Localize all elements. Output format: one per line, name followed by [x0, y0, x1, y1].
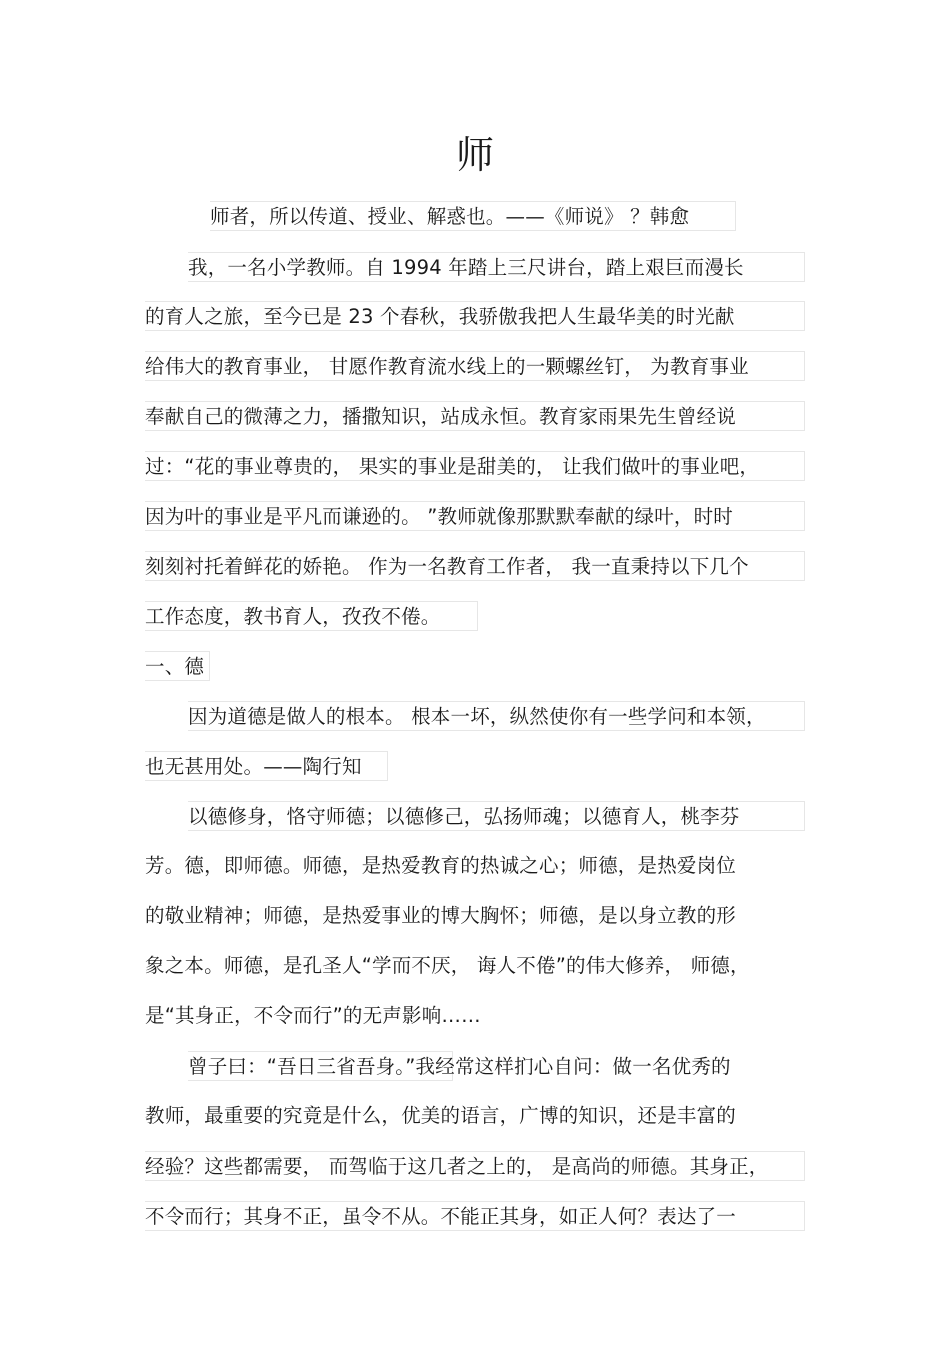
paragraph-line: 象之本。师德，是孔圣人“学而不厌， 诲人不倦”的伟大修养， 师德，: [145, 954, 750, 977]
paragraph-line: 我，一名小学教师。自 1994 年踏上三尺讲台，踏上艰巨而漫长: [188, 252, 805, 282]
paragraph-line: 因为叶的事业是平凡而谦逊的。 ”教师就像那默默奉献的绿叶，时时: [145, 501, 805, 531]
section-heading: 一、德: [145, 651, 210, 681]
paragraph-line: 的育人之旅，至今已是 23 个春秋，我骄傲我把人生最华美的时光献: [145, 301, 805, 331]
paragraph-line: 以德修身，恪守师德；以德修己，弘扬师魂；以德育人，桃李芬: [188, 801, 805, 831]
document-title: 师: [455, 133, 494, 177]
paragraph-line: 是“其身正，不令而行”的无声影响……: [145, 1004, 481, 1027]
paragraph-line: 给伟大的教育事业， 甘愿作教育流水线上的一颗螺丝钉， 为教育事业: [145, 351, 805, 381]
paragraph-line: 教师，最重要的究竟是什么，优美的语言，广博的知识，还是丰富的: [145, 1104, 737, 1127]
epigraph-line: 师者，所以传道、授业、解惑也。——《师说》 ？韩愈: [210, 201, 736, 231]
paragraph-line: 经验？这些都需要， 而驾临于这几者之上的， 是高尚的师德。其身正，: [145, 1151, 805, 1181]
paragraph-line: 的敬业精神；师德，是热爱事业的博大胸怀；师德，是以身立教的形: [145, 904, 737, 927]
paragraph-line: 工作态度，教书育人，孜孜不倦。: [145, 601, 478, 631]
paragraph-line: 曾子曰：“吾日三省吾身。”我经常这样扪心自问：做一名优秀的: [188, 1051, 453, 1081]
paragraph-line: 刻刻衬托着鲜花的娇艳。 作为一名教育工作者， 我一直秉持以下几个: [145, 551, 805, 581]
paragraph-line: 芳。德，即师德。师德，是热爱教育的热诚之心；师德，是热爱岗位: [145, 854, 737, 877]
paragraph-line: 过：“花的事业尊贵的， 果实的事业是甜美的， 让我们做叶的事业吧，: [145, 451, 805, 481]
quote-line: 因为道德是做人的根本。 根本一坏，纵然使你有一些学问和本领，: [188, 701, 805, 731]
paragraph-line: 奉献自己的微薄之力，播撒知识，站成永恒。教育家雨果先生曾经说: [145, 401, 805, 431]
paragraph-line: 不令而行；其身不正，虽令不从。不能正其身，如正人何？表达了一: [145, 1201, 805, 1231]
quote-line: 也无甚用处。——陶行知: [145, 751, 388, 781]
